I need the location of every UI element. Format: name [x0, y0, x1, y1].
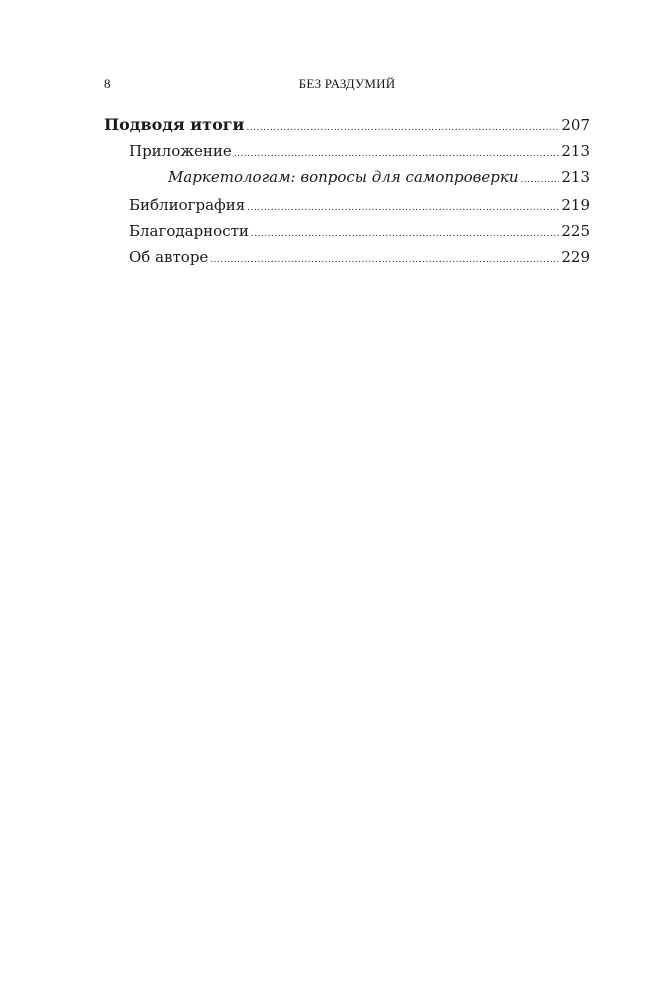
toc-entry-page: 229: [561, 248, 590, 266]
toc-entry-acknowledgements: [104, 218, 590, 244]
dot-leader: [521, 167, 560, 193]
toc-entry-title: Приложение: [129, 142, 232, 160]
toc-entry-title: Библиография: [129, 196, 246, 214]
toc-entry-appendix: [104, 138, 590, 164]
table-of-contents: [104, 112, 590, 270]
toc-entry-marketers-questions: [104, 164, 590, 190]
page-number: 8: [104, 76, 111, 91]
toc-entry-bibliography: [104, 192, 590, 218]
toc-entry-page: 213: [561, 142, 590, 160]
toc-entry-page: 219: [561, 196, 590, 214]
running-title: БЕЗ РАЗДУМИЙ: [298, 76, 396, 91]
dot-leader: [247, 195, 559, 221]
toc-entry-page: 207: [561, 116, 590, 134]
toc-entry-title: Об авторе: [129, 248, 209, 266]
dot-leader: [210, 247, 559, 273]
dot-leader: [251, 221, 559, 247]
toc-entry-page: 225: [561, 222, 590, 240]
toc-entry-about-author: [104, 244, 590, 270]
toc-entry-title: Подводя итоги: [104, 115, 245, 134]
dot-leader: [246, 115, 559, 141]
toc-entry-title: Маркетологам: вопросы для самопроверки: [168, 168, 519, 186]
toc-entry-summary: [104, 112, 590, 138]
running-head: [104, 76, 590, 94]
toc-entry-title: Благодарности: [129, 222, 249, 240]
toc-entry-page: 213: [561, 168, 590, 186]
